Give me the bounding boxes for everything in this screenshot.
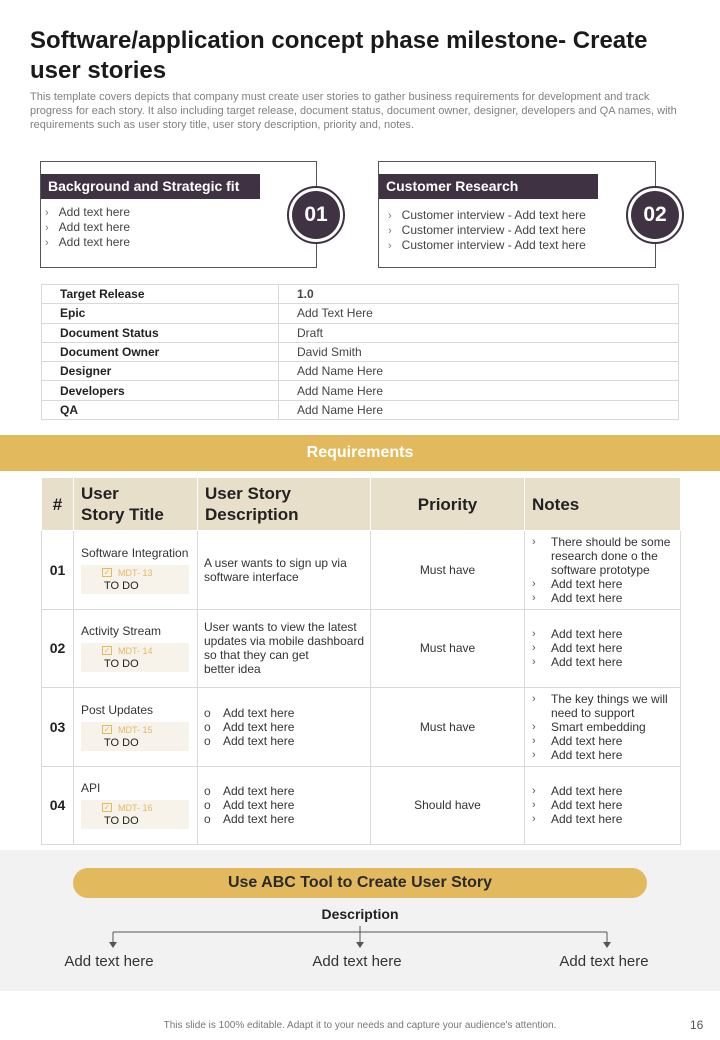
leaf-text: Add text here <box>312 953 402 970</box>
list-item: o Add text here <box>204 812 295 827</box>
list-item: › Customer interview - Add text here <box>388 238 586 252</box>
col-header-priority: Priority <box>371 478 525 531</box>
story-title: Activity Stream <box>81 624 162 639</box>
page-title: Software/application concept phase milestone- Create user stories <box>30 27 648 84</box>
chevron-right-icon: › <box>532 799 536 812</box>
row-number: 02 <box>42 609 74 688</box>
chevron-right-icon: › <box>45 207 49 219</box>
list-item: › Smart embedding <box>532 719 646 734</box>
table-row <box>42 362 679 381</box>
story-title: Post Updates <box>81 702 154 717</box>
chevron-right-icon: › <box>532 748 536 761</box>
list-item: › The key things we will need to support <box>532 691 668 720</box>
footer-note: This slide is 100% editable. Adapt it to your needs and capture your audience's attention. <box>163 1020 557 1031</box>
table-header-row <box>42 478 681 531</box>
leaf-text: Add text here <box>559 953 649 970</box>
ticket-code: MDT- 15 <box>118 724 153 735</box>
story-title: Software Integration <box>81 545 189 560</box>
task-ticket <box>81 643 189 672</box>
list-item: › Add text here <box>532 784 623 799</box>
list-item: › Add text here <box>532 627 623 642</box>
customer-research-heading: Customer Research <box>379 174 598 199</box>
priority-cell: Should have <box>371 766 525 845</box>
badge-01-number: 01 <box>292 191 340 239</box>
list-item: o Add text here <box>204 719 295 734</box>
list-item: › Add text here <box>532 576 623 591</box>
table-row <box>42 531 681 610</box>
list-item: › Customer interview - Add text here <box>388 208 586 222</box>
row-number: 04 <box>42 766 74 845</box>
ticket-status: TO DO <box>104 579 139 592</box>
badge-01 <box>287 186 345 244</box>
chevron-right-icon: › <box>388 210 392 222</box>
connector-tree <box>0 924 720 954</box>
meta-key: Designer <box>42 362 279 381</box>
col-header-description: User Story Description <box>198 478 371 531</box>
chevron-right-icon: › <box>45 237 49 249</box>
list-item: o Add text here <box>204 705 295 720</box>
badge-02 <box>626 186 684 244</box>
list-item: › Add text here <box>532 798 623 813</box>
ticket-status: TO DO <box>104 736 139 749</box>
meta-value: Add Text Here <box>279 304 679 323</box>
arrow-down-icon <box>356 942 364 948</box>
story-title-cell <box>74 766 198 845</box>
table-row <box>42 304 679 323</box>
chevron-right-icon: › <box>388 225 392 237</box>
notes-cell <box>525 609 681 688</box>
meta-value: Draft <box>279 323 679 342</box>
chevron-right-icon: › <box>532 628 536 641</box>
chevron-right-icon: › <box>388 240 392 252</box>
task-ticket <box>81 800 189 829</box>
table-row <box>42 323 679 342</box>
meta-key: Target Release <box>42 285 279 304</box>
priority-cell: Must have <box>371 609 525 688</box>
task-ticket <box>81 565 189 594</box>
ticket-code: MDT- 16 <box>118 803 153 814</box>
list-item: › Add text here <box>45 205 131 219</box>
circle-bullet-icon: o <box>204 798 211 813</box>
list-item: › Add text here <box>45 220 131 234</box>
arrow-down-icon <box>109 942 117 948</box>
circle-bullet-icon: o <box>204 812 211 827</box>
checkbox-icon: ✓ <box>103 567 111 577</box>
row-number: 01 <box>42 531 74 610</box>
checkbox-icon: ✓ <box>103 646 111 656</box>
list-item: › Add text here <box>532 812 623 827</box>
table-row <box>42 688 681 767</box>
list-item: o Add text here <box>204 798 295 813</box>
chevron-right-icon: › <box>532 813 536 826</box>
background-card-list <box>45 205 130 250</box>
customer-research-list <box>388 208 586 253</box>
table-row <box>42 609 681 688</box>
chevron-right-icon: › <box>532 535 536 548</box>
chevron-right-icon: › <box>532 692 536 705</box>
notes-cell <box>525 688 681 767</box>
description-label: Description <box>321 906 399 922</box>
story-title: API <box>81 781 101 796</box>
list-item: › Add text here <box>532 590 623 605</box>
list-item: › Customer interview - Add text here <box>388 223 586 237</box>
col-header-num: # <box>42 478 74 531</box>
col-header-notes: Notes <box>525 478 681 531</box>
page-number: 16 <box>690 1018 704 1032</box>
list-item: › Add text here <box>532 733 623 748</box>
story-title-cell <box>74 688 198 767</box>
meta-value: David Smith <box>279 342 679 361</box>
chevron-right-icon: › <box>532 577 536 590</box>
circle-bullet-icon: o <box>204 719 211 734</box>
tool-banner: Use ABC Tool to Create User Story <box>73 868 647 898</box>
table-row <box>42 400 679 419</box>
checkbox-icon: ✓ <box>103 724 111 734</box>
arrow-down-icon <box>603 942 611 948</box>
chevron-right-icon: › <box>532 720 536 733</box>
ticket-status: TO DO <box>104 815 139 828</box>
circle-bullet-icon: o <box>204 705 211 720</box>
meta-key: Epic <box>42 304 279 323</box>
badge-02-number: 02 <box>631 191 679 239</box>
meta-value: 1.0 <box>279 285 679 304</box>
chevron-right-icon: › <box>532 734 536 747</box>
chevron-right-icon: › <box>532 656 536 669</box>
list-item: o Add text here <box>204 733 295 748</box>
description-text: A user wants to sign up via software interface <box>204 555 347 584</box>
priority-cell: Must have <box>371 688 525 767</box>
list-item: › Add text here <box>532 655 623 670</box>
description-text: User wants to view the latest updates via mobile dashboard so that they can get <box>204 620 365 663</box>
requirements-banner: Requirements <box>0 435 720 471</box>
ticket-code: MDT- 13 <box>118 567 153 578</box>
priority-cell: Must have <box>371 531 525 610</box>
checkbox-icon: ✓ <box>103 803 111 813</box>
tool-section <box>0 850 720 991</box>
list-item: › Add text here <box>45 235 131 249</box>
circle-bullet-icon: o <box>204 733 211 748</box>
document-meta-table <box>41 284 679 420</box>
list-item: › There should be some research done o the software prototype <box>532 534 671 577</box>
meta-key: Developers <box>42 381 279 400</box>
table-row <box>42 766 681 845</box>
leaf-text: Add text here <box>64 953 154 970</box>
background-card-heading: Background and Strategic fit <box>41 174 260 199</box>
description-text: better idea <box>204 662 261 677</box>
ticket-status: TO DO <box>104 658 139 671</box>
chevron-right-icon: › <box>532 591 536 604</box>
task-ticket <box>81 722 189 751</box>
list-item: › Add text here <box>532 641 623 656</box>
background-card <box>40 161 317 268</box>
customer-research-card <box>378 161 656 268</box>
chevron-right-icon: › <box>532 642 536 655</box>
list-item: › Add text here <box>532 747 623 762</box>
story-description <box>198 609 371 688</box>
story-description <box>198 766 371 845</box>
table-row <box>42 285 679 304</box>
table-row <box>42 342 679 361</box>
table-row <box>42 381 679 400</box>
meta-key: QA <box>42 400 279 419</box>
page-subtitle: This template covers depicts that company must create user stories to gather business requirements for development and track progress for each story. It also including target release, document status, document owner, designer, developers and QA names, with requirements such as user story title, user story description, priority and, notes. <box>30 91 677 131</box>
requirements-table <box>41 477 681 845</box>
row-number: 03 <box>42 688 74 767</box>
story-description <box>198 531 371 610</box>
notes-cell <box>525 766 681 845</box>
circle-bullet-icon: o <box>204 784 211 799</box>
meta-value: Add Name Here <box>279 362 679 381</box>
list-item: o Add text here <box>204 784 295 799</box>
meta-key: Document Status <box>42 323 279 342</box>
chevron-right-icon: › <box>532 785 536 798</box>
story-title-cell <box>74 609 198 688</box>
col-header-title: User Story Title <box>74 478 198 531</box>
notes-cell <box>525 531 681 610</box>
meta-value: Add Name Here <box>279 400 679 419</box>
story-title-cell <box>74 531 198 610</box>
meta-key: Document Owner <box>42 342 279 361</box>
story-description <box>198 688 371 767</box>
meta-value: Add Name Here <box>279 381 679 400</box>
chevron-right-icon: › <box>45 222 49 234</box>
ticket-code: MDT- 14 <box>118 646 153 657</box>
